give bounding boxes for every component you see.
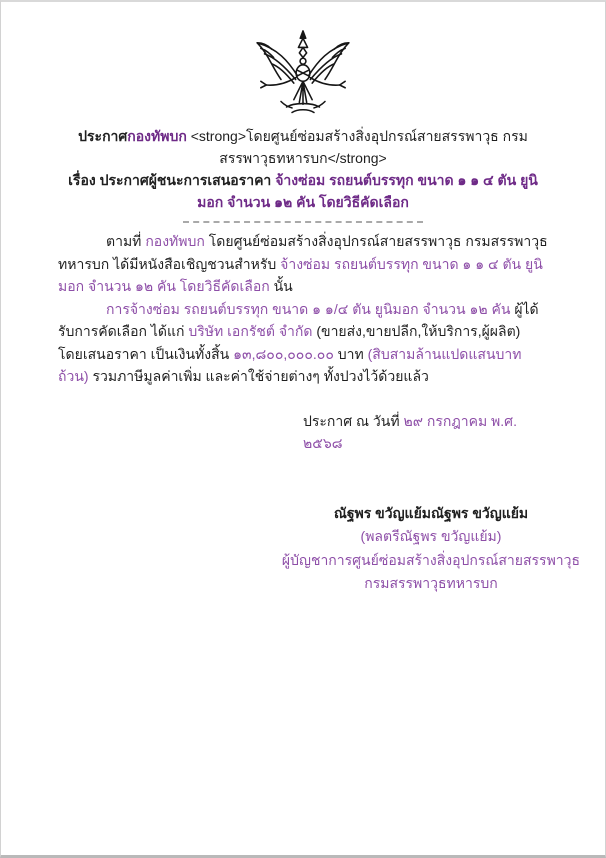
text-segment-project: การจ้างซ่อม รถยนต์บรรทุก ขนาด ๑ ๑/๔ ตัน ยูนิมอก จำนวน ๑๒ คัน (106, 300, 515, 317)
document-body (58, 230, 549, 388)
paragraph-invitation (58, 230, 549, 298)
text-segment-amount: ๑๓,๘๐๐,๐๐๐.๐๐ (233, 345, 334, 362)
text-segment: ผู้ได้รับการคัดเลือก ได้แก่ (58, 300, 539, 339)
text-segment: รวมภาษีมูลค่าเพิ่ม และค่าใช้จ่ายต่างๆ ทั้งปวงไว้ด้วยแล้ว (88, 368, 429, 384)
paragraph-winner (58, 298, 549, 388)
document-title (58, 125, 548, 213)
text-segment-company: บริษัท เอกรัชต์ จำกัด (188, 323, 313, 339)
signer-name: ณัฐพร ขวัญแย้มณัฐพร ขวัญแย้ม (333, 504, 529, 521)
signature-block (281, 502, 581, 596)
signer-position-line2: กรมสรรพาวุธทหารบก (364, 575, 498, 591)
text-segment-project: จ้างซ่อม รถยนต์บรรทุก ขนาด ๑ ๑ ๔ ตัน ยูนิมอก จำนวน ๑๒ คัน โดยวิธีคัดเลือก (58, 255, 543, 294)
title-line-1 (58, 125, 548, 169)
subject-label: เรื่อง ประกาศผู้ชนะการเสนอราคา (68, 172, 276, 188)
date-label: ประกาศ ณ วันที่ (303, 412, 404, 429)
signer-position-line1: ผู้บัญชาการศูนย์ซ่อมสร้างสิ่งอุปกรณ์สายสรรพาวุธ (281, 551, 581, 568)
title-org-name: กองทัพบก (127, 128, 187, 144)
text-segment-org: กองทัพบก (145, 233, 205, 249)
text-segment: นั้น (269, 278, 293, 294)
text-segment: โดยศูนย์ซ่อมสร้างสิ่งอุปกรณ์สายสรรพาวุธ กรมสรรพาวุธทหารบก ได้มีหนังสือเชิญชวนสำหรับ (58, 233, 548, 272)
title-org-detail: <strong>โดยศูนย์ซ่อมสร้างสิ่งอุปกรณ์สายสรรพาวุธ กรมสรรพาวุธทหารบก</strong> (186, 128, 528, 166)
date-value: ๒๙ กรกฎาคม พ.ศ. ๒๕๖๘ (303, 412, 517, 451)
garuda-emblem-icon (247, 30, 359, 118)
text-segment: (ขายส่ง,ขายปลีก,ให้บริการ,ผู้ผลิต) โดยเสนอราคา เป็นเงินทั้งสิ้น (58, 323, 521, 362)
dashed-separator (183, 221, 423, 223)
title-line-2 (58, 169, 548, 213)
text-segment: บาท (333, 345, 368, 362)
text-segment: ตามที่ (106, 233, 146, 249)
text-segment-amount-words: (สิบสามล้านแปดแสนบาทถ้วน) (58, 345, 522, 384)
title-announce-label: ประกาศ (78, 128, 128, 144)
emblem-container (1, 30, 605, 123)
signer-name-paren: (พลตรีณัฐพร ขวัญแย้ม) (360, 528, 502, 544)
announcement-date-line (58, 410, 549, 454)
subject-value: จ้างซ่อม รถยนต์บรรทุก ขนาด ๑ ๑ ๔ ตัน ยูนิมอก จำนวน ๑๒ คัน โดยวิธีคัดเลือก (197, 172, 538, 210)
